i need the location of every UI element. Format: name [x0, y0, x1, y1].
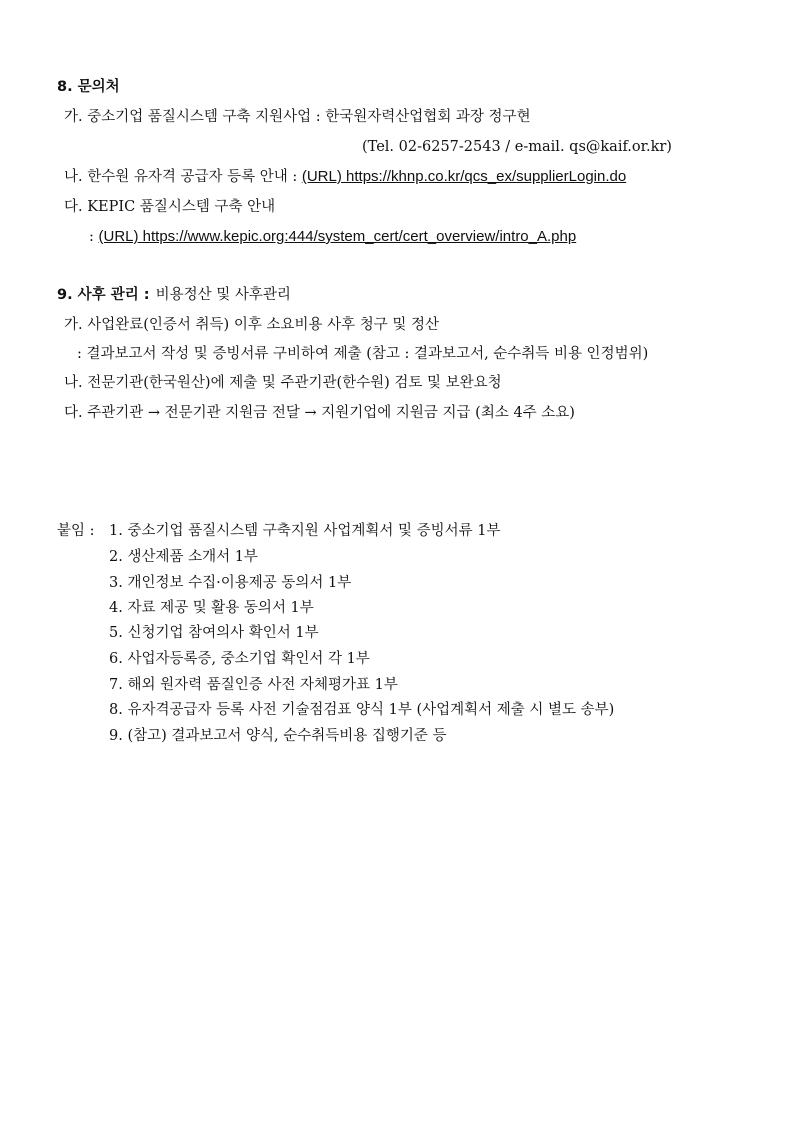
section-9-item-ga-sub: : 결과보고서 작성 및 증빙서류 구비하여 제출 (참고 : 결과보고서, 순수취득 비용 인정범위)	[77, 346, 649, 362]
attachment-item: 2. 생산제품 소개서 1부	[109, 549, 258, 565]
section-8-item-da: 다. KEPIC 품질시스템 구축 안내	[64, 199, 276, 215]
khnp-supplier-link[interactable]: (URL) https://khnp.co.kr/qcs_ex/supplierLogin.do	[301, 168, 627, 185]
attachment-item: 8. 유자격공급자 등록 사전 기술점검표 양식 1부 (사업계획서 제출 시 별도 송부)	[109, 702, 615, 718]
section-9-heading-desc: 비용정산 및 사후관리	[155, 287, 291, 303]
attachment-item: 7. 해외 원자력 품질인증 사전 자체평가표 1부	[109, 677, 398, 693]
section-8-item-na	[64, 167, 626, 187]
section-9-heading: 9. 사후 관리 :	[57, 287, 150, 303]
attachment-item: 3. 개인정보 수집·이용제공 동의서 1부	[109, 575, 352, 591]
section-9-item-ga: 가. 사업완료(인증서 취득) 이후 소요비용 사후 청구 및 정산	[64, 317, 439, 333]
kepic-cert-link[interactable]: (URL) https://www.kepic.org:444/system_cert/cert_overview/intro_A.php	[98, 228, 577, 245]
section-8-item-na-label: 나. 한수원 유자격 공급자 등록 안내 :	[64, 169, 302, 185]
section-9-item-da: 다. 주관기관 → 전문기관 지원금 전달 → 지원기업에 지원금 지급 (최소 4주 소요)	[64, 405, 575, 421]
attachment-item: 6. 사업자등록증, 중소기업 확인서 각 1부	[109, 651, 370, 667]
section-8-item-da-url-line	[89, 227, 576, 247]
section-8-contact-info: (Tel. 02-6257-2543 / e-mail. qs@kaif.or.kr)	[362, 139, 672, 155]
attachment-item: 1. 중소기업 품질시스템 구축지원 사업계획서 및 증빙서류 1부	[109, 523, 501, 539]
section-8-heading: 8. 문의처	[57, 79, 120, 95]
attachments-label: 붙임 :	[57, 523, 95, 539]
attachment-item: 9. (참고) 결과보고서 양식, 순수취득비용 집행기준 등	[109, 728, 447, 744]
attachment-item: 5. 신청기업 참여의사 확인서 1부	[109, 625, 319, 641]
section-9-heading-line	[57, 285, 291, 305]
url-prefix: :	[89, 229, 99, 245]
attachment-item: 4. 자료 제공 및 활용 동의서 1부	[109, 600, 314, 616]
section-8-item-ga: 가. 중소기업 품질시스템 구축 지원사업 : 한국원자력산업협회 과장 정구현	[64, 109, 531, 125]
section-9-item-na: 나. 전문기관(한국원산)에 제출 및 주관기관(한수원) 검토 및 보완요청	[64, 375, 502, 391]
